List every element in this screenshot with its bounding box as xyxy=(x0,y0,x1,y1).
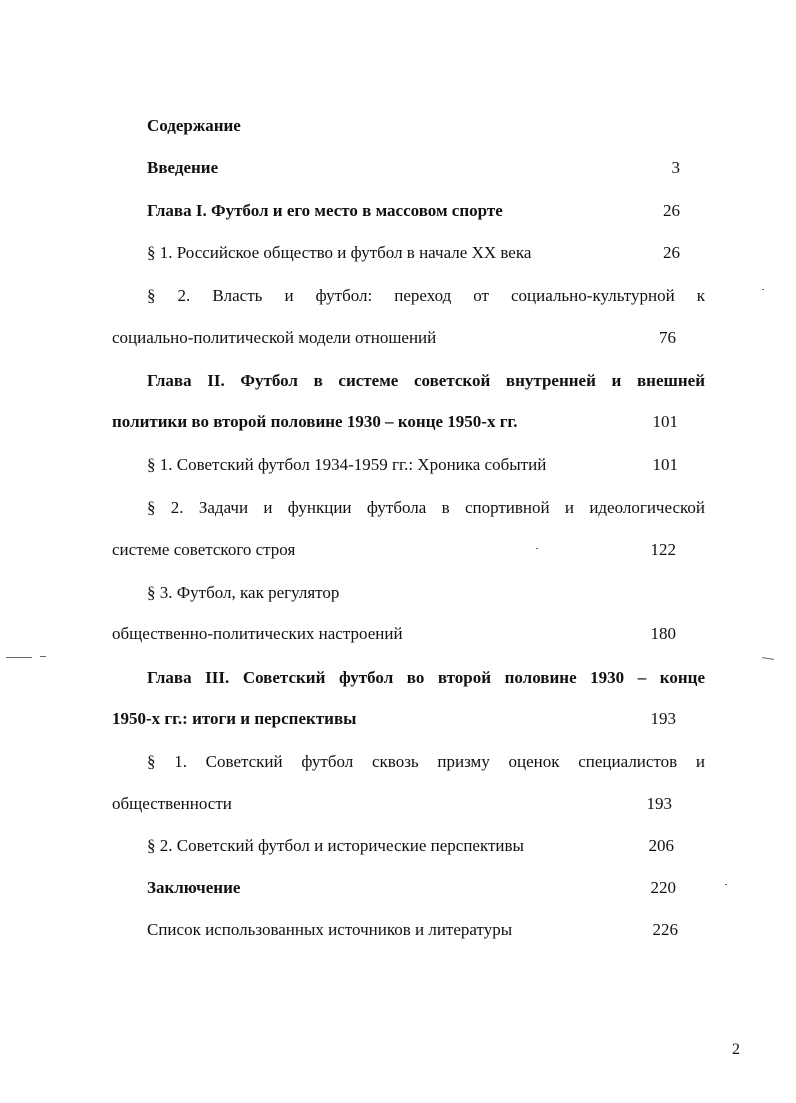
toc-ch3-s1-line1: § 1. Советский футбол сквозь призму оценок специалистов и xyxy=(147,752,705,771)
toc-ch2-s1-page: 101 xyxy=(652,455,678,474)
toc-ch2-s3-line1: § 3. Футбол, как регулятор xyxy=(147,583,340,602)
toc-ch2-page: 101 xyxy=(652,412,678,431)
toc-ch1-s2-line1: § 2. Власть и футбол: переход от социально-культурной к xyxy=(147,286,705,305)
toc-ch2-s2-line2: системе советского строя xyxy=(112,540,296,559)
toc-ch1-page: 26 xyxy=(663,201,680,220)
toc-intro-title: Введение xyxy=(147,158,219,177)
toc-ch2-s3-line2: общественно-политических настроений xyxy=(112,624,403,643)
toc-ch1-title: Глава I. Футбол и его место в массовом спорте xyxy=(147,201,503,220)
toc-ch1-s2-line2: социально-политической модели отношений xyxy=(112,328,437,347)
toc-ch2-line2: политики во второй половине 1930 – конце 1950-х гг. xyxy=(112,412,518,431)
toc-ch3-line1: Глава III. Советский футбол во второй половине 1930 – конце xyxy=(147,668,705,687)
toc-ch2-line1: Глава II. Футбол в системе советской внутренней и внешней xyxy=(147,371,705,390)
page-number: 2 xyxy=(732,1041,740,1058)
toc-ch3-s2-title: § 2. Советский футбол и исторические перспективы xyxy=(147,836,524,855)
toc-conclusion-page: 220 xyxy=(650,878,676,897)
scan-speck xyxy=(762,289,764,290)
toc-ch3-s1-page: 193 xyxy=(646,794,672,813)
toc-ch1-s1-page: 26 xyxy=(663,243,680,262)
toc-ch1-s2-page: 76 xyxy=(659,328,676,347)
toc-ch2-s3-page: 180 xyxy=(650,624,676,643)
toc-intro-page: 3 xyxy=(671,158,680,177)
toc-ch2-s2-line1: § 2. Задачи и функции футбола в спортивной и идеологической xyxy=(147,498,705,517)
scan-speck xyxy=(40,656,46,657)
toc-ch3-line2: 1950-х гг.: итоги и перспективы xyxy=(112,709,357,728)
toc-conclusion-title: Заключение xyxy=(147,878,241,897)
toc-ch1-s1-title: § 1. Российское общество и футбол в начале XX века xyxy=(147,243,532,262)
toc-heading: Содержание xyxy=(147,116,241,135)
toc-ch2-s2-page: 122 xyxy=(650,540,676,559)
scan-speck xyxy=(762,657,774,660)
scan-speck xyxy=(6,657,32,658)
toc-sources-title: Список использованных источников и литературы xyxy=(147,920,513,939)
toc-ch3-page: 193 xyxy=(650,709,676,728)
toc-ch3-s1-line2: общественности xyxy=(112,794,232,813)
toc-ch3-s2-page: 206 xyxy=(648,836,674,855)
scan-speck xyxy=(536,548,538,549)
scan-speck xyxy=(725,884,727,885)
toc-sources-page: 226 xyxy=(652,920,678,939)
toc-ch2-s1-title: § 1. Советский футбол 1934-1959 гг.: Хроника событий xyxy=(147,455,547,474)
